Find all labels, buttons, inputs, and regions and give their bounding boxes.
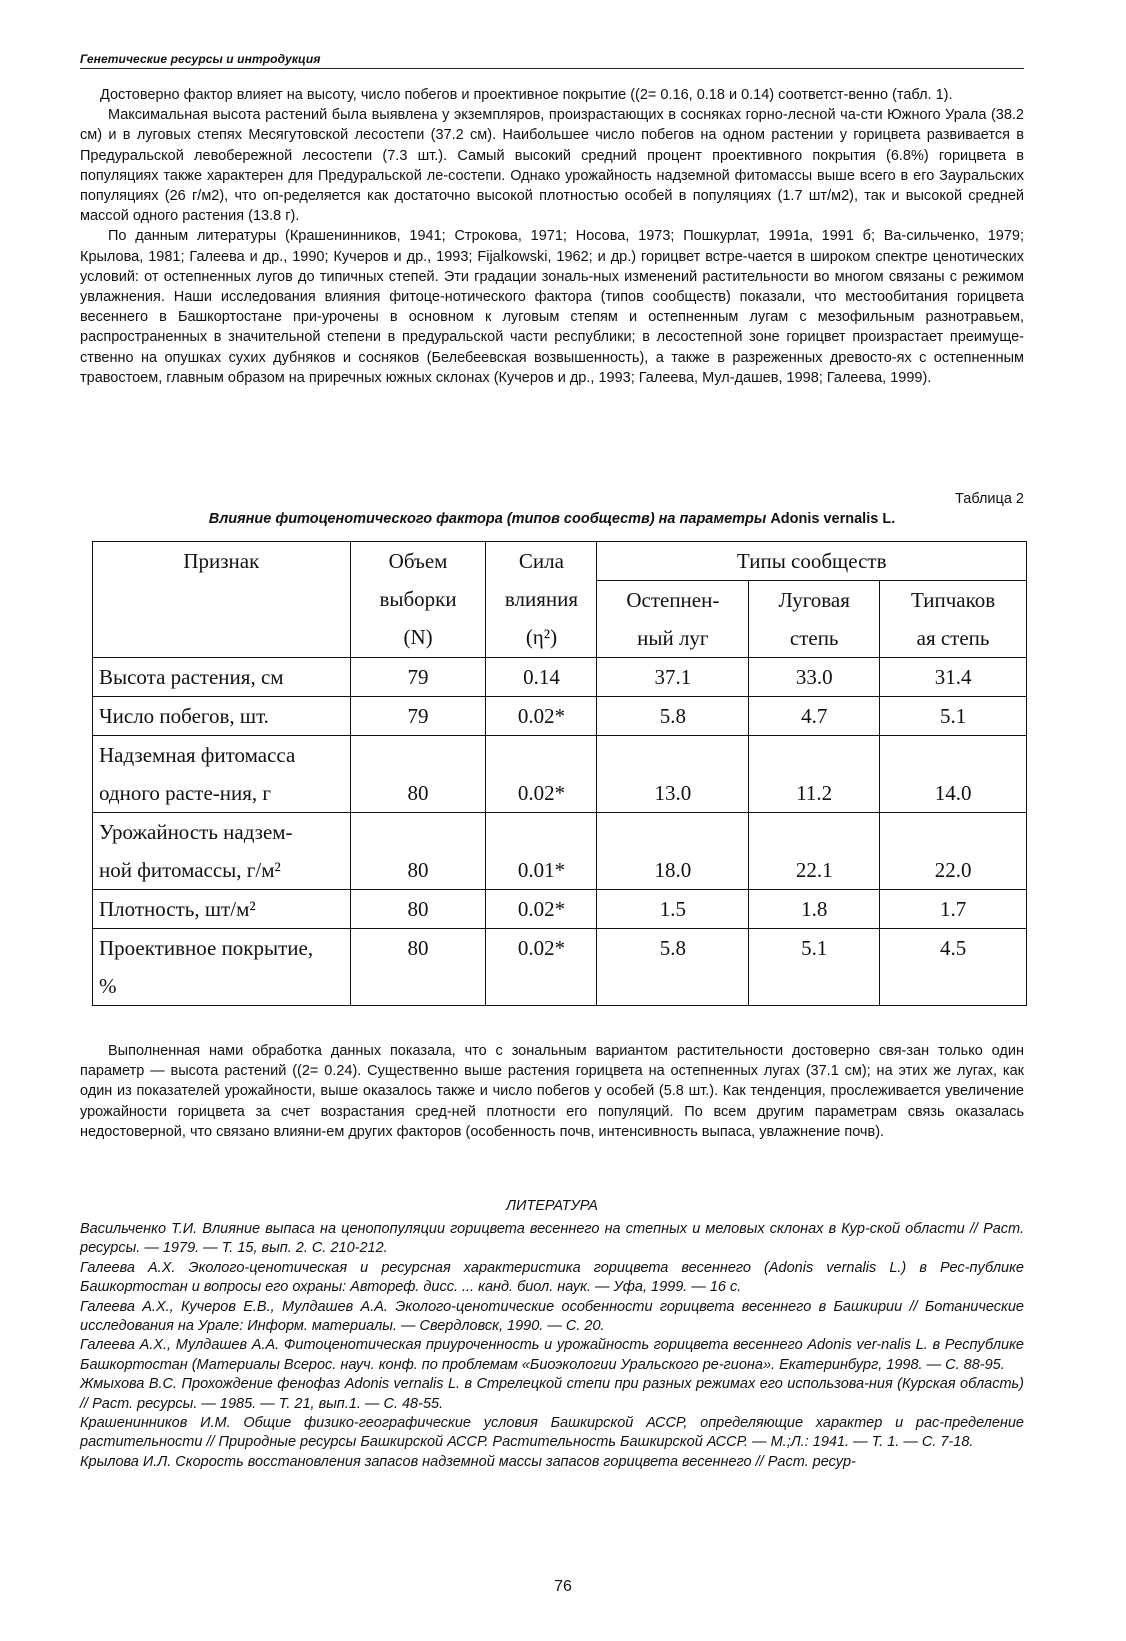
cell-value: 5.1: [880, 697, 1027, 736]
header-text: Сила: [518, 549, 564, 573]
paragraph: По данным литературы (Крашенинников, 1941; Строкова, 1971; Носова, 1973; Пошкурлат, 1991а, 1991 б; Ва-сильченко, 1979; Крылова, 1981; Галеева и др., 1990; Кучеров и др., 1993; Fijalkowski, 1962; и др.) горицвет встре-чается в широком спектре ценотических условий: от остепненных лугов до типичных степей. Эти градации зональ-ных изменений растительности во многом связаны с режимом увлажнения. Наши исследования влияния фитоце-нотического фактора (типов сообществ) показали, что местообитания горицвета весеннего в Башкортостане при-урочены в основном к луговым степям и остепненным лугам с мезофильным разнотравьем, распространенных в значительной степени в предуральской части республики; в лесостепной зоне горицвет произрастает преимуще-ственно на опушках сухих дубняков и сосняков (Белебеевская возвышенность), а также в разреженных древосто-ях с остепненным травостоем, главным образом на приречных южных склонах (Кучеров и др., 1993; Галеева, Мул-дашев, 1998; Галеева, 1999).: [80, 228, 1024, 386]
row-label-line: %: [99, 974, 117, 998]
table-row: [93, 697, 1027, 736]
cell-value: 31.4: [880, 658, 1027, 697]
row-label-line: Проективное покрытие,: [99, 936, 314, 960]
cell-effect: 0.01*: [486, 813, 597, 890]
cell-value: 5.8: [597, 929, 749, 1006]
row-label: [93, 929, 351, 1006]
table-row: [93, 813, 1027, 890]
cell-n: 80: [350, 929, 486, 1006]
cell-n: 79: [350, 658, 486, 697]
cell-value: 4.7: [749, 697, 880, 736]
header-text: выборки: [379, 587, 457, 611]
row-label: [93, 736, 351, 813]
row-label: Число побегов, шт.: [93, 697, 351, 736]
cell-effect: 0.02*: [486, 697, 597, 736]
table-row: [93, 929, 1027, 1006]
table-caption: [80, 489, 1024, 529]
cell-value: 5.8: [597, 697, 749, 736]
table-row: [93, 658, 1027, 697]
table-title: [80, 509, 1024, 529]
header-text: ный луг: [637, 626, 709, 650]
cell-effect: 0.02*: [486, 890, 597, 929]
table-number: Таблица 2: [955, 491, 1024, 507]
cell-value: 4.5: [880, 929, 1027, 1006]
body-text: [80, 85, 1024, 388]
cell-value: 22.1: [749, 813, 880, 890]
row-label-line: ной фитомассы, г/м²: [99, 858, 281, 882]
paragraph: Максимальная высота растений была выявлена у экземпляров, произрастающих в сосняках горно-лесной ча-сти Южного Урала (38.2 см) и в луговых степях Месягутовской лесостепи (37.2 см). Наибольшее число побегов на одном растении у горицвета развивается в Предуральской левобережной лесостепи (7.3 шт.). Самый высокий средний процент проективного покрытия (6.8%) горицвета в популяциях также характерен для Предуральской ле-состепи. Однако урожайность надземной фитомассы выше всего в его Зауральских популяциях (26 г/м2), что оп-ределяется как достаточно высокой плотностью особей в популяциях (1.7 шт/м2), так и высокой средней массой одного растения (13.8 г).: [80, 107, 1024, 225]
cell-value: 14.0: [880, 736, 1027, 813]
cell-n: 80: [350, 813, 486, 890]
row-label: Высота растения, см: [93, 658, 351, 697]
row-label-line: Надземная фитомасса: [99, 743, 296, 767]
header-feature: Признак: [93, 542, 351, 658]
header-text: Остепнен-: [626, 588, 720, 612]
reference-item: Крашенинников И.М. Общие физико-географические условия Башкирской АССР, определяющие характер и рас-пределение растительности // Природные ресурсы Башкирской АССР. Растительность Башкирской АССР. — М.;Л.: 1941. — Т. 1. — С. 7-18.: [80, 1415, 1024, 1451]
reference-item: Галеева А.Х., Кучеров Е.В., Мулдашев А.А. Эколого-ценотические особенности горицвета весеннего в Башкирии // Ботанические исследования на Урале: Информ. материалы. — Свердловск, 1990. — С. 20.: [80, 1298, 1024, 1335]
cell-value: 33.0: [749, 658, 880, 697]
reference-item: Галеева А.Х., Мулдашев А.А. Фитоценотическая приуроченность и урожайность горицвета весеннего Adonis ver-nalis L. в Республике Башкортостан (Материалы Всерос. науч. конф. по проблемам «Биоэкологии Уральского ре-гиона». Екатеринбург, 1998. — С. 88-95.: [80, 1337, 1024, 1373]
cell-value: 1.8: [749, 890, 880, 929]
cell-value: 1.5: [597, 890, 749, 929]
header-effect-size: [486, 542, 597, 658]
literature-heading: ЛИТЕРАТУРА: [506, 1198, 598, 1214]
reference-item: Крылова И.Л. Скорость восстановления запасов надземной массы запасов горицвета весеннего // Раст. ресур-: [80, 1453, 856, 1470]
row-label: [93, 813, 351, 890]
paragraph: Достоверно фактор влияет на высоту, число побегов и проективное покрытие ((2= 0.16, 0.18 и 0.14) соответст-венно (табл. 1).: [100, 87, 953, 103]
header-meadow-steppe: [749, 581, 880, 658]
header-steppe-meadow: [597, 581, 749, 658]
conclusion-text: [80, 1041, 1024, 1142]
row-label-line: Урожайность надзем-: [99, 820, 293, 844]
row-label: Плотность, шт/м²: [93, 890, 351, 929]
header-text: (η²): [525, 625, 558, 649]
header-text: степь: [789, 626, 839, 650]
header-text: ая степь: [916, 626, 990, 650]
cell-value: 18.0: [597, 813, 749, 890]
cell-value: 5.1: [749, 929, 880, 1006]
header-sample-size: [350, 542, 486, 658]
cell-n: 79: [350, 697, 486, 736]
header-text: Типчаков: [910, 588, 996, 612]
header-text: (N): [403, 625, 433, 649]
header-text: влияния: [504, 587, 579, 611]
header-fescue-steppe: [880, 581, 1027, 658]
paragraph: Выполненная нами обработка данных показала, что с зональным вариантом растительности достоверно свя-зан только один параметр — высота растений ((2= 0.24). Существенно выше растения горицвета на остепненных лугах (37.1 см); на этих же лугах, как один из показателей урожайности, выше оказалось также и число побегов у особей (5.8 шт.). Как тенденция, прослеживается увеличение урожайности горицвета за счет возрастания сред-ней плотности его популяций. По всем другим параметрам связь оказалась недостоверной, что связано влияни-ем других факторов (особенность почв, интенсивность выпаса, увлажнение почв).: [80, 1043, 1024, 1140]
table-title-text: Влияние фитоценотического фактора (типов сообществ) на параметры: [208, 511, 767, 527]
cell-value: 13.0: [597, 736, 749, 813]
header-rule: [80, 68, 1024, 69]
table-row: [93, 736, 1027, 813]
cell-value: 1.7: [880, 890, 1027, 929]
reference-item: Жмыхова В.С. Прохождение фенофаз Adonis vernalis L. в Стрелецкой степи при разных режимах его использова-ния (Курская область) // Раст. ресурсы. — 1985. — Т. 21, вып.1. — С. 48-55.: [80, 1376, 1024, 1412]
reference-list: [80, 1220, 1024, 1472]
table-header-row: [93, 542, 1027, 581]
header-text: Объем: [388, 549, 448, 573]
page-number: 76: [554, 1578, 572, 1595]
table-title-latin: Adonis vernalis L.: [770, 511, 896, 527]
reference-item: Галеева А.Х. Эколого-ценотическая и ресурсная характеристика горицвета весеннего (Adonis vernalis L.) в Рес-публике Башкортостан и вопросы его охраны: Автореф. дисс. ... канд. биол. наук. — Уфа, 1999. — 16 с.: [80, 1259, 1024, 1296]
data-table: [92, 541, 1027, 1006]
cell-effect: 0.02*: [486, 929, 597, 1006]
header-community-types: Типы сообществ: [597, 542, 1027, 581]
table-row: [93, 890, 1027, 929]
header-text: Луговая: [778, 588, 850, 612]
cell-value: 22.0: [880, 813, 1027, 890]
cell-n: 80: [350, 736, 486, 813]
cell-value: 11.2: [749, 736, 880, 813]
running-head: Генетические ресурсы и интродукция: [80, 52, 321, 66]
cell-effect: 0.02*: [486, 736, 597, 813]
row-label-line: одного расте-ния, г: [99, 781, 272, 805]
cell-n: 80: [350, 890, 486, 929]
cell-effect: 0.14: [486, 658, 597, 697]
cell-value: 37.1: [597, 658, 749, 697]
reference-item: Васильченко Т.И. Влияние выпаса на ценопопуляции горицвета весеннего на степных и меловых склонах в Кур-ской области // Раст. ресурсы. — 1979. — Т. 15, вып. 2. С. 210-212.: [80, 1221, 1024, 1257]
